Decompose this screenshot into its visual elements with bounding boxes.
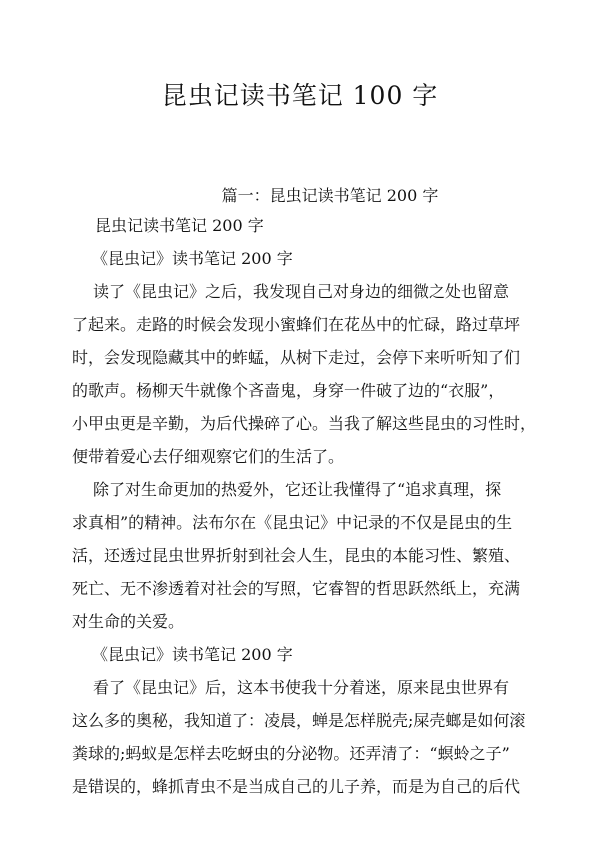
paragraph-2-line: 对生命的关爱。 xyxy=(72,612,185,631)
document-title: 昆虫记读书笔记 100 字 xyxy=(161,81,439,110)
paragraph-1-line: 时，会发现隐藏其中的蚱蜢，从树下走过，会停下来听听知了们 xyxy=(72,348,521,367)
subheading-2: 《昆虫记》读书笔记 200 字 xyxy=(92,249,293,268)
paragraph-2-line: 活，还透过昆虫世界折射到社会人生，昆虫的本能习性、繁殖、 xyxy=(72,546,521,565)
subheading-3: 《昆虫记》读书笔记 200 字 xyxy=(92,645,293,664)
paragraph-1-line: 了起来。走路的时候会发现小蜜蜂们在花丛中的忙碌，路过草坪 xyxy=(72,315,521,334)
paragraph-2-line: 求真相”的精神。法布尔在《昆虫记》中记录的不仅是昆虫的生 xyxy=(72,513,513,532)
subheading-1: 昆虫记读书笔记 200 字 xyxy=(95,216,264,235)
paragraph-1-line: 便带着爱心去仔细观察它们的生活了。 xyxy=(72,447,345,466)
paragraph-1-line: 小甲虫更是辛勤，为后代操碎了心。当我了解这些昆虫的习性时， xyxy=(72,414,537,433)
paragraph-3-line: 粪球的;蚂蚁是怎样去吃蚜虫的分泌物。还弄清了：“螟蛉之子” xyxy=(72,744,510,763)
paragraph-1-line: 读了《昆虫记》之后，我发现自己对身边的细微之处也留意 xyxy=(93,282,510,301)
paragraph-1-line: 的歌声。杨柳天牛就像个吝啬鬼，身穿一件破了边的“衣服”， xyxy=(72,381,505,400)
paragraph-3-line: 看了《昆虫记》后，这本书使我十分着迷，原来昆虫世界有 xyxy=(93,678,510,697)
section-heading: 篇一：昆虫记读书笔记 200 字 xyxy=(221,186,439,205)
paragraph-3-line: 是错误的，蜂抓青虫不是当成自己的儿子养，而是为自己的后代 xyxy=(72,777,521,796)
paragraph-2-line: 死亡、无不渗透着对社会的写照，它睿智的哲思跃然纸上，充满 xyxy=(72,579,521,598)
paragraph-3-line: 这么多的奥秘，我知道了：凌晨，蝉是怎样脱壳;屎壳螂是如何滚 xyxy=(72,711,526,730)
paragraph-2-line: 除了对生命更加的热爱外，它还让我懂得了“追求真理，探 xyxy=(93,480,502,499)
